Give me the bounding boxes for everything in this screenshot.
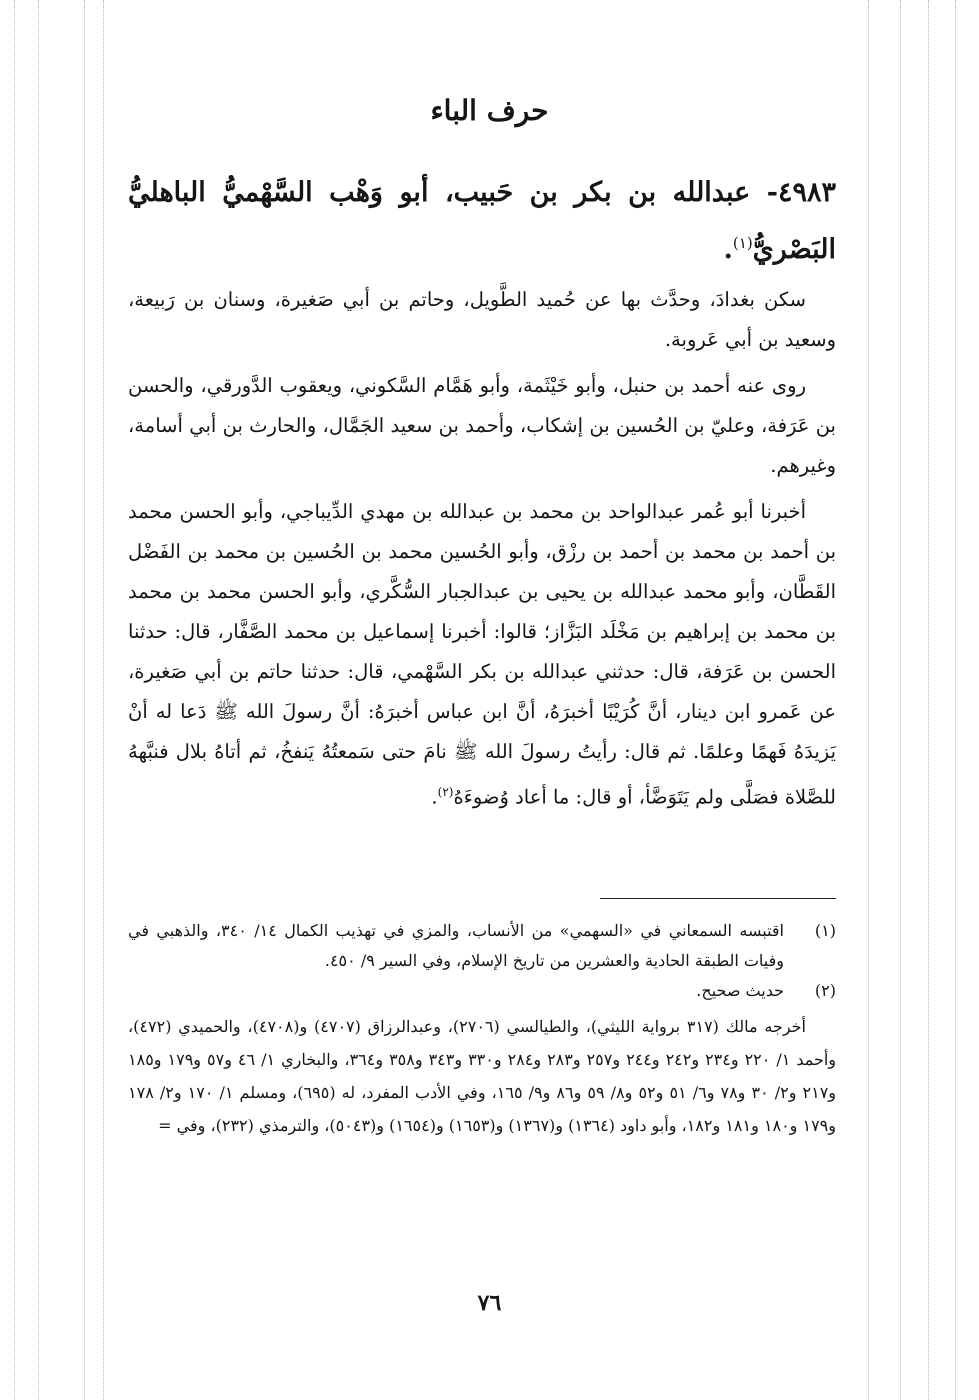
scan-guide-line [955,0,956,1400]
page-number: ٧٦ [477,1290,502,1316]
entry-name: عبدالله بن بكر بن حَبيب، أبو وَهْب السَّهْميُّ الباهليُّ البَصْريُّ [128,177,836,265]
scan-guide-line [84,0,85,1400]
entry-number: ٤٩٨٣- [766,177,836,208]
scan-guide-line [38,0,39,1400]
footnote-2-body: أخرجه مالك (٣١٧ برواية الليثي)، والطيالسي (٢٧٠٦)، وعبدالرزاق (٤٧٠٧) و(٤٧٠٨)، والحميدي (٤٧٢)، وأحمد ١/ ٢٢٠ و٢٣٤ و٢٤٢ و٢٤٤ و٢٥٧ و٢٨٣ و٢٨٤ و٣٣٠ و٣٤٣ و٣٥٨ و٣٦٤، والبخاري ١/ ٤٦ و٥٧ و١٧٩ و١٨٥ و٢١٧ و٢/ ٣٠ و٧٨ و٦/ ٥١ و٥٢ و٨/ ٥٩ و٨٦ و٩/ ١٦٥، وفي الأدب المفرد، له (٦٩٥)، ومسلم ١/ ١٧٠ و٢/ ١٧٨ و١٧٩ و١٨٠ و١٨١ و١٨٢، وأبو داود (١٣٦٤) و(١٣٦٧) و(١٦٥٣) و(١٦٥٤) و(٥٠٤٣)، والترمذي (٢٣٢)، وفي = [128,1017,837,1135]
chapter-heading: حرف الباء [430,94,549,127]
footnotes [128,916,836,1142]
footnote-text: اقتبسه السمعاني في «السهمي» من الأنساب، والمزي في تهذيب الكمال ١٤/ ٣٤٠، والذهبي في وفيات الطبقة الحادية والعشرين من تاريخ الإسلام، وفي السير ٩/ ٤٥٠. [128,921,784,970]
paragraph-1: سكن بغدادَ، وحدَّث بها عن حُميد الطَّويل، وحاتم بن أبي صَغيرة، وسنان بن رَبيعة، وسعيد بن أبي عَروبة. [128,288,836,351]
footnote-separator [600,898,836,899]
scan-guide-line [900,0,901,1400]
paragraph-3-text: أخبرنا أبو عُمر عبدالواحد بن محمد بن عبدالله بن مهدي الدِّيباجي، وأبو الحسن محمد بن أحمد بن محمد بن أحمد بن رزْق، وأبو الحُسين محمد بن الحُسين بن محمد بن الفَضْل القَطَّان، وأبو محمد عبدالله بن يحيى بن عبدالجبار السُّكَّري، وأبو الحسن محمد بن محمد بن محمد بن إبراهيم بن مَخْلَد البَزَّاز؛ قالوا: أخبرنا إسماعيل بن محمد الصَّفَّار، قال: حدثنا الحسن بن عَرَفة، قال: حدثني عبدالله بن بكر السَّهْمي، قال: حدثنا حاتم بن أبي صَغيرة، عن عَمرو ابن دينار، أنَّ كُرَيْبًا أخبرَهُ، أنَّ ابن عباس أخبرَهُ: أنَّ رسولَ الله ﷺ دَعا له أنْ يَزيدَهُ فَهمًا وعلمًا. ثم قال: رأيتُ رسولَ الله ﷺ نامَ حتى سَمعتُهُ يَنفخُ، ثم أتاهُ بلال فنبَّههُ للصَّلاة فصَلَّى ولم يَتَوَضَّأ، أو قال: ما أعاد وُضوءَهُ [128,500,836,809]
scan-guide-line [928,0,929,1400]
paragraph-2: روى عنه أحمد بن حنبل، وأبو خَيْثَمة، وأبو هَمَّام السَّكوني، ويعقوب الدَّورقي، والحسن بن عَرَفة، وعليّ بن الحُسين بن إشكاب، وأحمد بن سعيد الجَمَّال، والحارث بن أبي أسامة، وغيرهم. [128,374,836,477]
footnote-number: (١) [814,921,836,940]
footnote-ref-2: (٢) [437,785,454,799]
entry-title [128,168,836,275]
scan-guide-line [868,0,869,1400]
footnote-text: حديث صحيح. [696,981,784,1000]
paragraph-3-end: . [431,785,438,809]
footnote-1 [128,916,836,976]
paragraph-3 [128,492,836,818]
scan-guide-line [103,0,104,1400]
footnote-number: (٢) [814,981,836,1000]
footnote-ref-1: (١) [732,234,753,252]
scan-guide-line [14,0,15,1400]
body-text [128,280,836,824]
footnote-2 [128,976,836,1006]
entry-end: . [723,234,733,265]
